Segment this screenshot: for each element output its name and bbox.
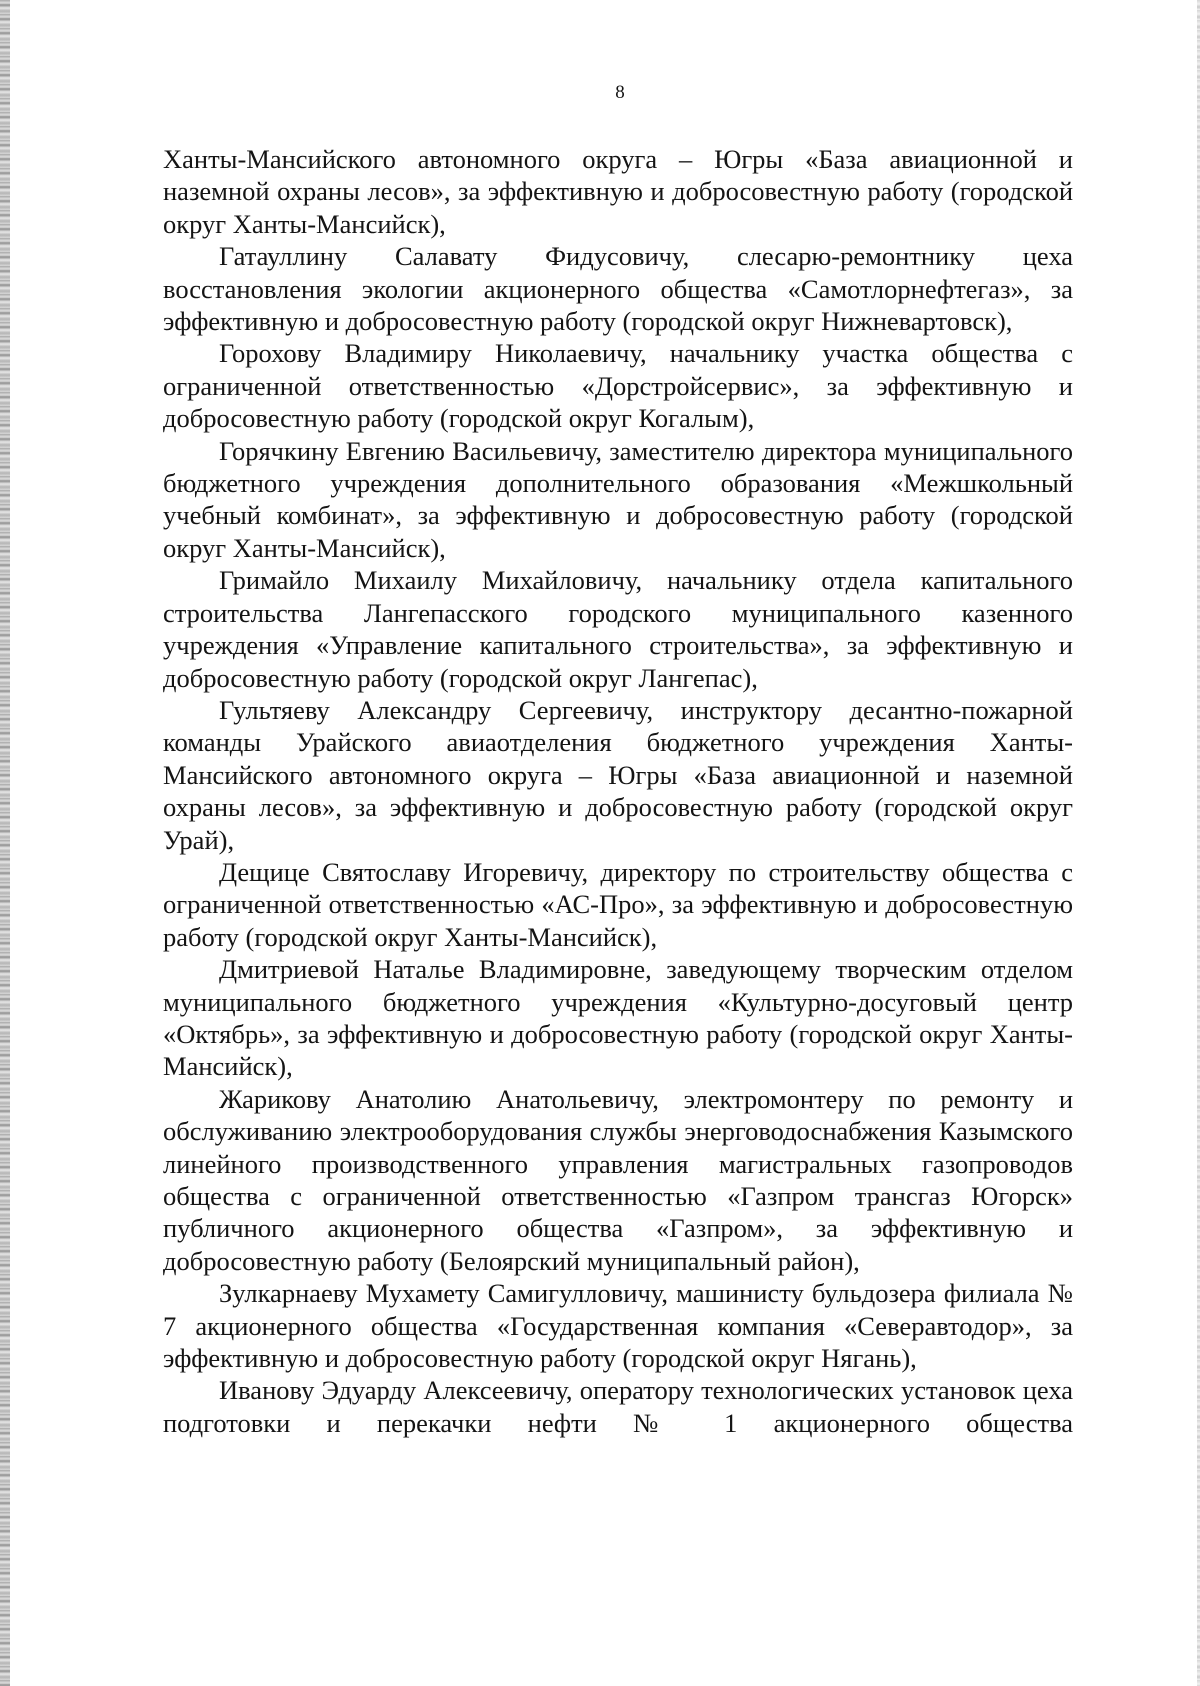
paragraph-grimaylo: Гримайло Михаилу Михайловичу, начальнику отдела капитального строительства Лангепасского городского муниципального казенного учреждения «Управление капитального строительства», за эффективную и добросовестную работу (городской округ Лангепас), — [163, 565, 1073, 693]
paragraph-dmitrieva: Дмитриевой Наталье Владимировне, заведующему творческим отделом муниципального бюджетного учреждения «Культурно-досуговый центр «Октябрь», за эффективную и добросовестную работу (городской округ Ханты-Мансийск), — [163, 954, 1073, 1082]
scan-left-edge — [0, 0, 10, 1686]
page-number: 8 — [615, 82, 625, 103]
paragraph-deshchitsa: Дещице Святославу Игоревичу, директору по строительству общества с ограниченной ответственностью «АС-Про», за эффективную и добросовестную работу (городской округ Ханты-Мансийск), — [163, 856, 1073, 952]
document-body — [163, 143, 1073, 1439]
paragraph-goryachkin: Горячкину Евгению Васильевичу, заместителю директора муниципального бюджетного учреждения дополнительного образования «Межшкольный учебный комбинат», за эффективную и добросовестную работу (городской округ Ханты-Мансийск), — [163, 435, 1073, 563]
paragraph-gorokhov: Горохову Владимиру Николаевичу, начальнику участка общества с ограниченной ответственностью «Дорстройсервис», за эффективную и добросовестную работу (городской округ Когалым), — [163, 338, 1073, 434]
paragraph-gultyaev: Гультяеву Александру Сергеевичу, инструктору десантно-пожарной команды Урайского авиаотделения бюджетного учреждения Ханты-Мансийского автономного округа – Югры «База авиационной и наземной охраны лесов», за эффективную и добросовестную работу (городской округ Урай), — [163, 694, 1073, 855]
paragraph-continuation: Ханты-Мансийского автономного округа – Югры «База авиационной и наземной охраны лесов», за эффективную и добросовестную работу (городской округ Ханты-Мансийск), — [163, 144, 1073, 239]
paragraph-zharikov: Жарикову Анатолию Анатольевичу, электромонтеру по ремонту и обслуживанию электрооборудования службы энерговодоснабжения Казымского линейного производственного управления магистральных газопроводов общества с ограниченной ответственностью «Газпром трансгаз Югорск» публичного акционерного общества «Газпром», за эффективную и добросовестную работу (Белоярский муниципальный район), — [163, 1083, 1073, 1276]
paragraph-ivanov: Иванову Эдуарду Алексеевичу, оператору технологических установок цеха подготовки и перекачки нефти № 1 акционерного общества — [163, 1375, 1073, 1438]
paragraph-zulkarnaev: Зулкарнаеву Мухамету Самигулловичу, машинисту бульдозера филиала № 7 акционерного общества «Государственная компания «Северавтодор», за эффективную и добросовестную работу (городской округ Нягань), — [163, 1278, 1073, 1374]
paragraph-gataullin: Гатауллину Салавату Фидусовичу, слесарю-ремонтнику цеха восстановления экологии акционерного общества «Самотлорнефтегаз», за эффективную и добросовестную работу (городской округ Нижневартовск), — [163, 241, 1073, 337]
